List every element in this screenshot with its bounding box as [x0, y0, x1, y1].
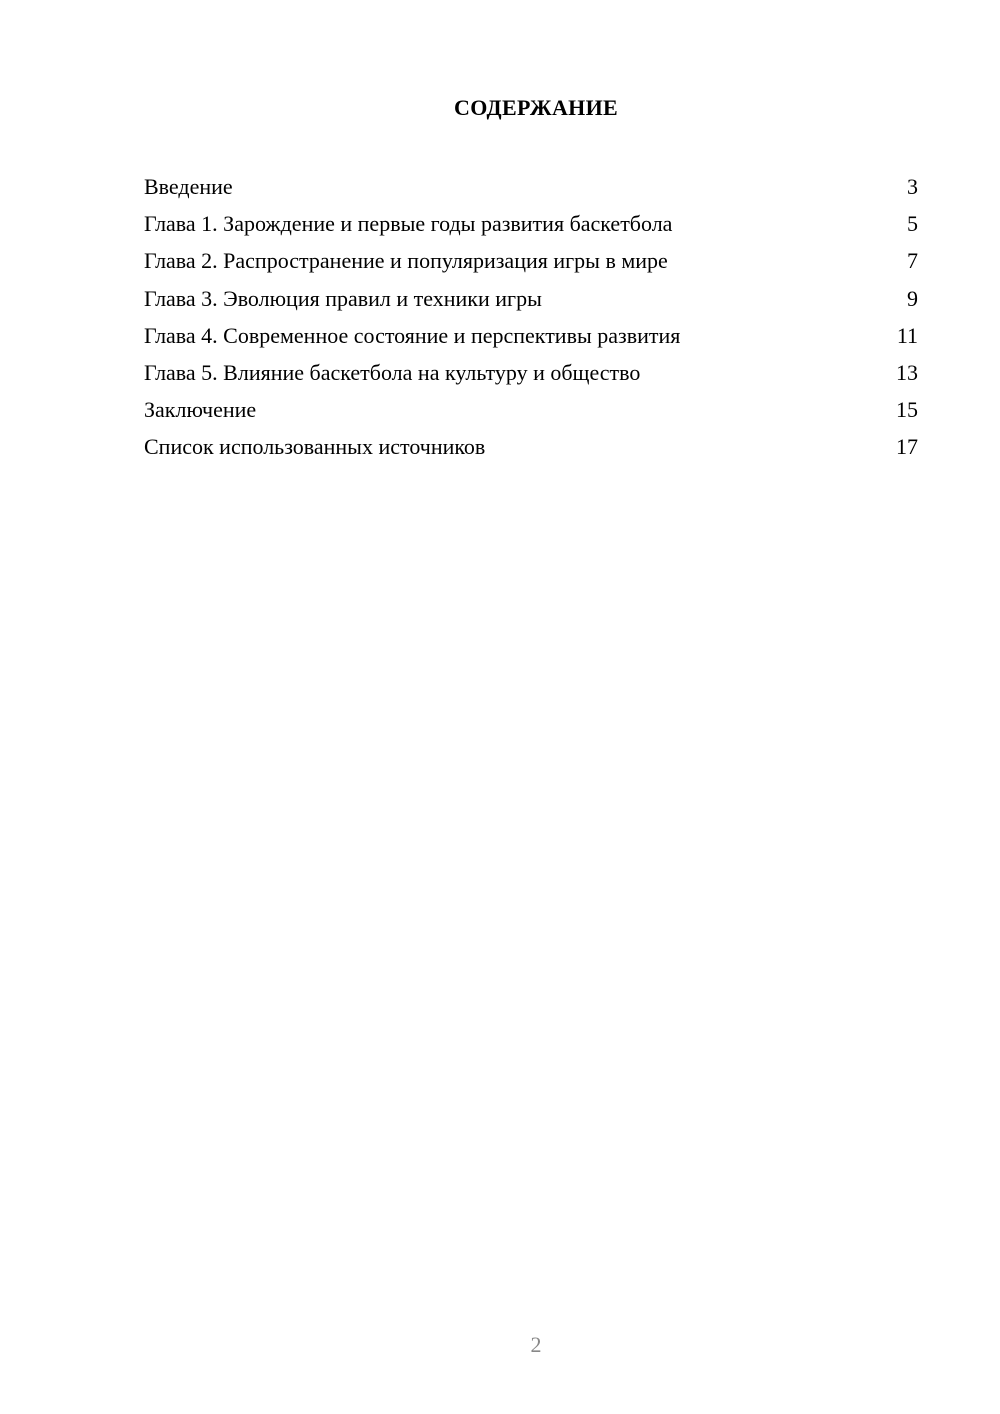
table-of-contents: [144, 168, 918, 466]
toc-entry-chapter-2[interactable]: [144, 242, 918, 279]
toc-entry-references[interactable]: [144, 428, 918, 465]
toc-entry-conclusion[interactable]: [144, 391, 918, 428]
toc-entry-page: 9: [907, 285, 918, 311]
page-number: 2: [530, 1332, 542, 1357]
toc-entry-label: Глава 5. Влияние баскетбола на культуру и общество: [144, 359, 641, 385]
toc-entry-label: Глава 2. Распространение и популяризация игры в мире: [144, 248, 668, 274]
toc-entry-label: Список использованных источников: [144, 434, 486, 460]
toc-entry-label: Введение: [144, 174, 233, 199]
toc-entry-page: 17: [896, 434, 918, 460]
toc-title: СОДЕРЖАНИЕ: [454, 95, 618, 120]
toc-entry-page: 5: [907, 211, 918, 237]
toc-entry-chapter-1[interactable]: [144, 205, 918, 242]
toc-entry-label: Глава 1. Зарождение и первые годы развития баскетбола: [144, 211, 673, 237]
toc-entry-page: 3: [907, 174, 918, 199]
toc-entry-page: 11: [896, 322, 918, 348]
toc-entry-chapter-5[interactable]: [144, 354, 918, 391]
toc-entry-page: 13: [896, 359, 918, 385]
toc-entry-label: Заключение: [144, 397, 257, 423]
toc-entry-chapter-4[interactable]: [144, 317, 918, 354]
toc-entry-label: Глава 3. Эволюция правил и техники игры: [144, 285, 542, 311]
toc-entry-page: 7: [907, 248, 918, 274]
toc-entry-introduction[interactable]: [144, 168, 918, 205]
toc-entry-page: 15: [896, 397, 918, 423]
toc-entry-label: Глава 4. Современное состояние и перспективы развития: [144, 322, 681, 348]
toc-entry-chapter-3[interactable]: [144, 280, 918, 317]
